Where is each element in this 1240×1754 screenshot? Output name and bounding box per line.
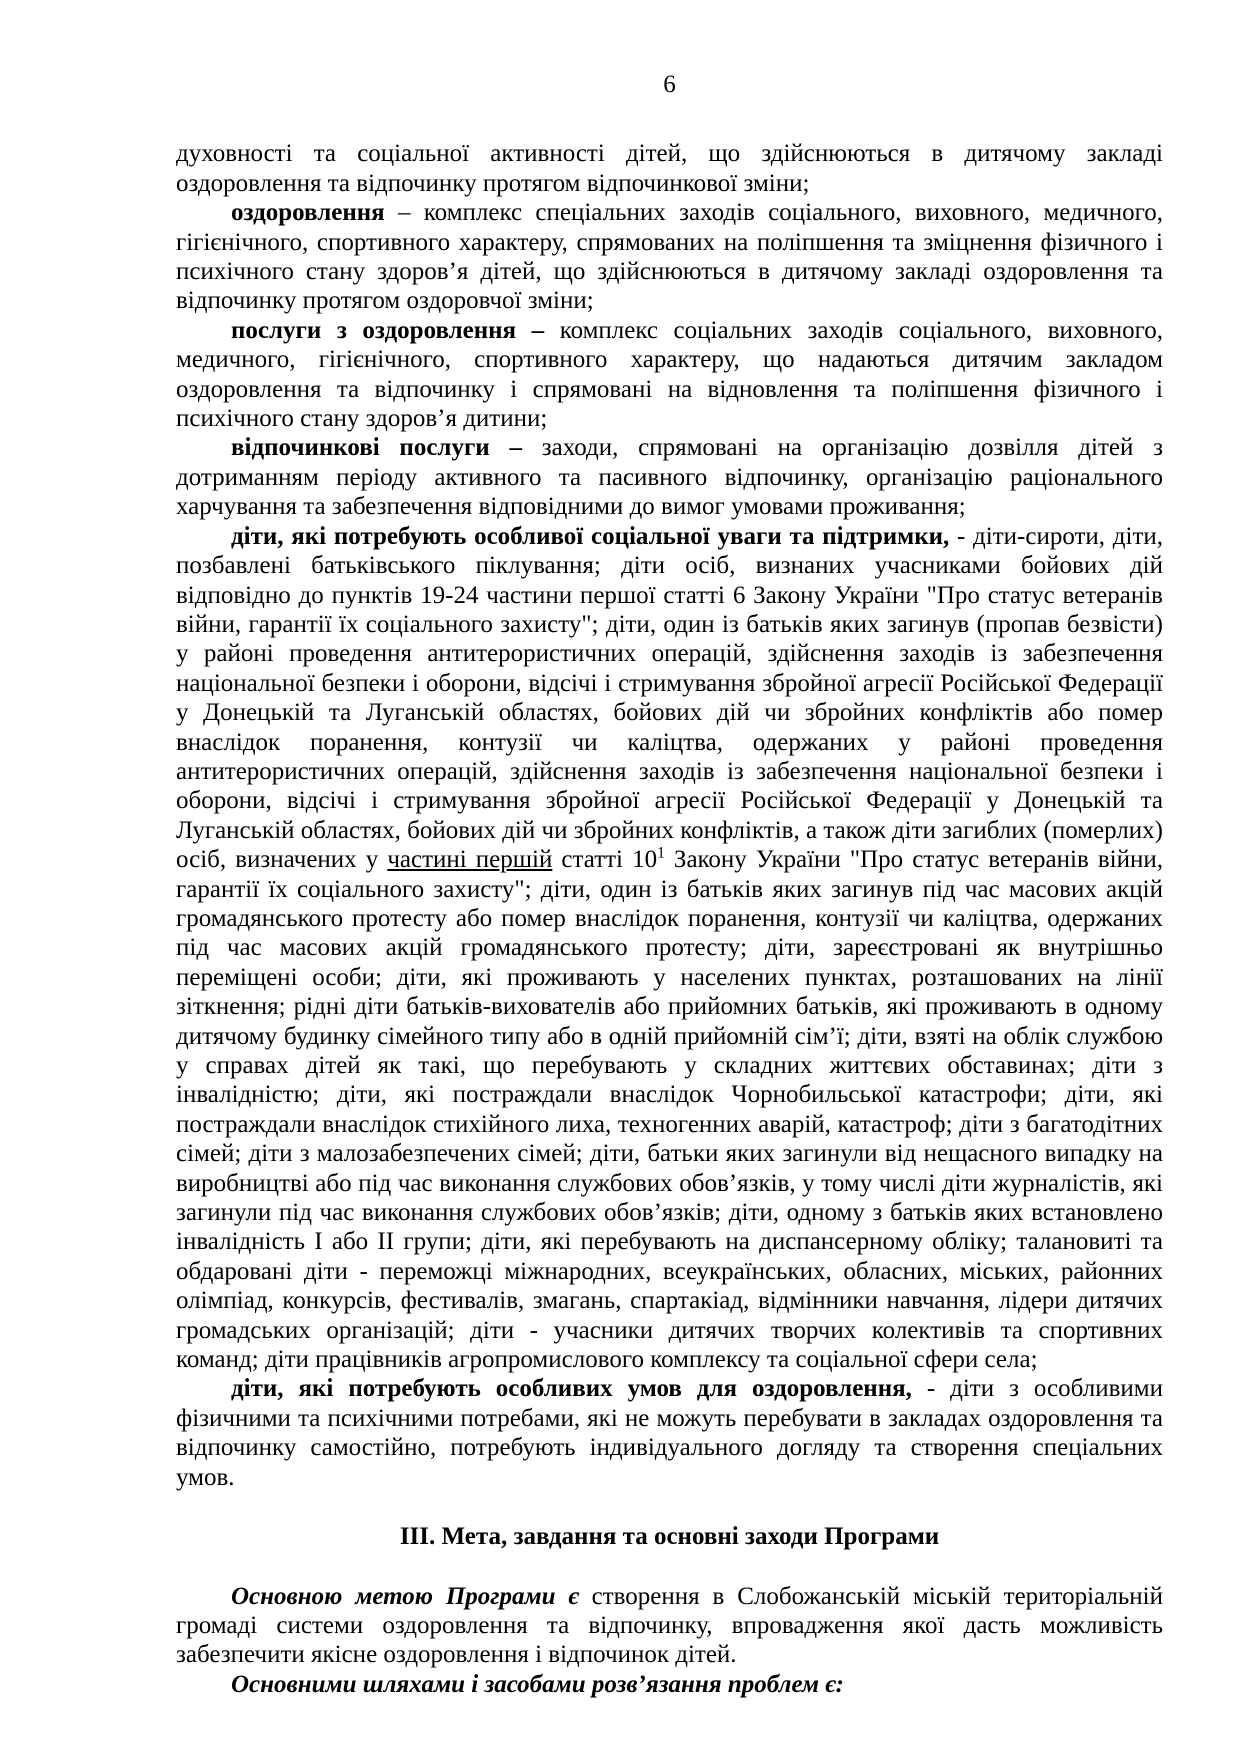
text-segment: комплекс соціальних заходів соціального, виховного, медичного, гігієнічного, спортивного характеру, що надаються дитячим закладом оздоровлення та відпочинку і спрямовані на відновлення та поліпшення фізичного і психічного стану здоров’я дитини; [176,316,1163,433]
text-segment: заходи, спрямовані на організацію дозвілля дітей з дотриманням періоду активного та пасивного відпочинку, організацію раціонального харчування та забезпечення відповідними до вимог умовами проживання; [176,434,1163,521]
paragraph [176,316,1163,434]
text-segment: оздоровлення [231,199,385,227]
paragraph [176,1582,1163,1670]
paragraph [176,139,1163,198]
text-segment: послуги з оздоровлення – [231,316,545,344]
text-segment: – комплекс спеціальних заходів соціального, виховного, медичного, гігієнічного, спортивного характеру, спрямованих на поліпшення та зміцнення фізичного і психічного стану здоров’я дітей, що здійснюються в дитячому закладі оздоровлення та відпочинку протягом оздоровчої зміни; [176,199,1163,315]
text-segment: діти, які потребують особливої соціальної уваги та підтримки, [231,522,950,550]
text-segment: Основною метою Програми є [231,1582,579,1610]
text-segment: Закону України "Про статус ветеранів війни, гарантії їх соціального захисту"; діти, один із батьків яких загинув під час масових акцій громадянського протесту або помер внаслідок поранення, контузії чи каліцтва, одержаних під час масових акцій громадянського протесту; діти, зареєстровані як внутрішньо переміщені особи; діти, які проживають у населених пунктах, розташованих на лінії зіткнення; рідні діти батьків-вихователів або прийомних батьків, які проживають в одному дитячому будинку сімейного типу або в одній прийомній сім’ї; діти, взяті на облік службою у справах дітей як такі, що перебувають у складних життєвих обставинах; діти з інвалідністю; діти, які постраждали внаслідок Чорнобильської катастрофи; діти, які постраждали внаслідок стихійного лиха, техногенних аварій, катастроф; діти з багатодітних сімей; діти з малозабезпечених сімей; діти, батьки яких загинули від нещасного випадку на виробництві або під час виконання службових обов’язків, у тому числі діти журналістів, які загинули під час виконання службових обов’язків; діти, одному з батьків яких встановлено інвалідність I або II групи; діти, які перебувають на диспансерному обліку; талановиті та обдаровані діти - переможці міжнародних, всеукраїнських, обласних, міських, районних олімпіад, конкурсів, фестивалів, змагань, спартакіад, відмінники навчання, лідери дитячих громадських організацій; діти - учасники дитячих творчих колективів та спортивних команд; діти працівників агропромислового комплексу та соціальної сфери села; [176,846,1163,1374]
paragraph [176,198,1163,316]
text-segment: - діти-сироти, діти, позбавлені батьківського піклування; діти осіб, визнаних учасниками бойових дій відповідно до пунктів 19-24 частини першої статті 6 Закону України "Про статус ветеранів війни, гарантії їх соціального захисту"; діти, один із батьків яких загинув (пропав безвісти) у районі проведення антитерористичних операцій, здійснення заходів із забезпечення національної безпеки і оборони, відсічі і стримування збройної агресії Російської Федерації у Донецькій та Луганській областях, бойових дій чи збройних конфліктів або помер внаслідок поранення, контузії чи каліцтва, одержаних у районі проведення антитерористичних операцій, здійснення заходів із забезпечення національної безпеки і оборони, відсічі і стримування збройної агресії Російської Федерації у Донецькій та Луганській областях, бойових дій чи збройних конфліктів, а також діти загиблих (померлих) осіб, визначених у [176,522,1163,874]
paragraph [176,1374,1163,1492]
section-heading [176,1522,1163,1551]
paragraph [176,433,1163,521]
paragraph [176,1670,1163,1699]
text-segment: - діти з особливими фізичними та психічними потребами, які не можуть перебувати в закладах оздоровлення та відпочинку самостійно, потребують індивідуального догляду та створення спеціальних умов. [176,1375,1163,1491]
document-body [176,139,1163,1699]
text-segment: духовності та соціальної активності дітей, що здійснюються в дитячому закладі оздоровлення та відпочинку протягом відпочинкової зміни; [176,140,1163,197]
text-segment: III. Мета, завдання та основні заходи Програми [399,1523,940,1551]
text-segment: Основними шляхами і засобами розв’язання проблем є: [231,1670,845,1698]
text-segment: частині першій [387,846,553,874]
text-segment: відпочинкові послуги – [231,434,522,462]
paragraph [176,522,1163,1375]
text-segment: діти, які потребують особливих умов для оздоровлення, [231,1375,912,1403]
text-segment: статті 10 [552,846,658,874]
text-segment: створення в Слобожанській міській територіальній громаді системи оздоровлення та відпочинку, впровадження якої дасть можливість забезпечити якісне оздоровлення і відпочинок дітей. [176,1582,1163,1669]
page-number: 6 [663,71,676,98]
text-segment: 1 [657,844,665,862]
